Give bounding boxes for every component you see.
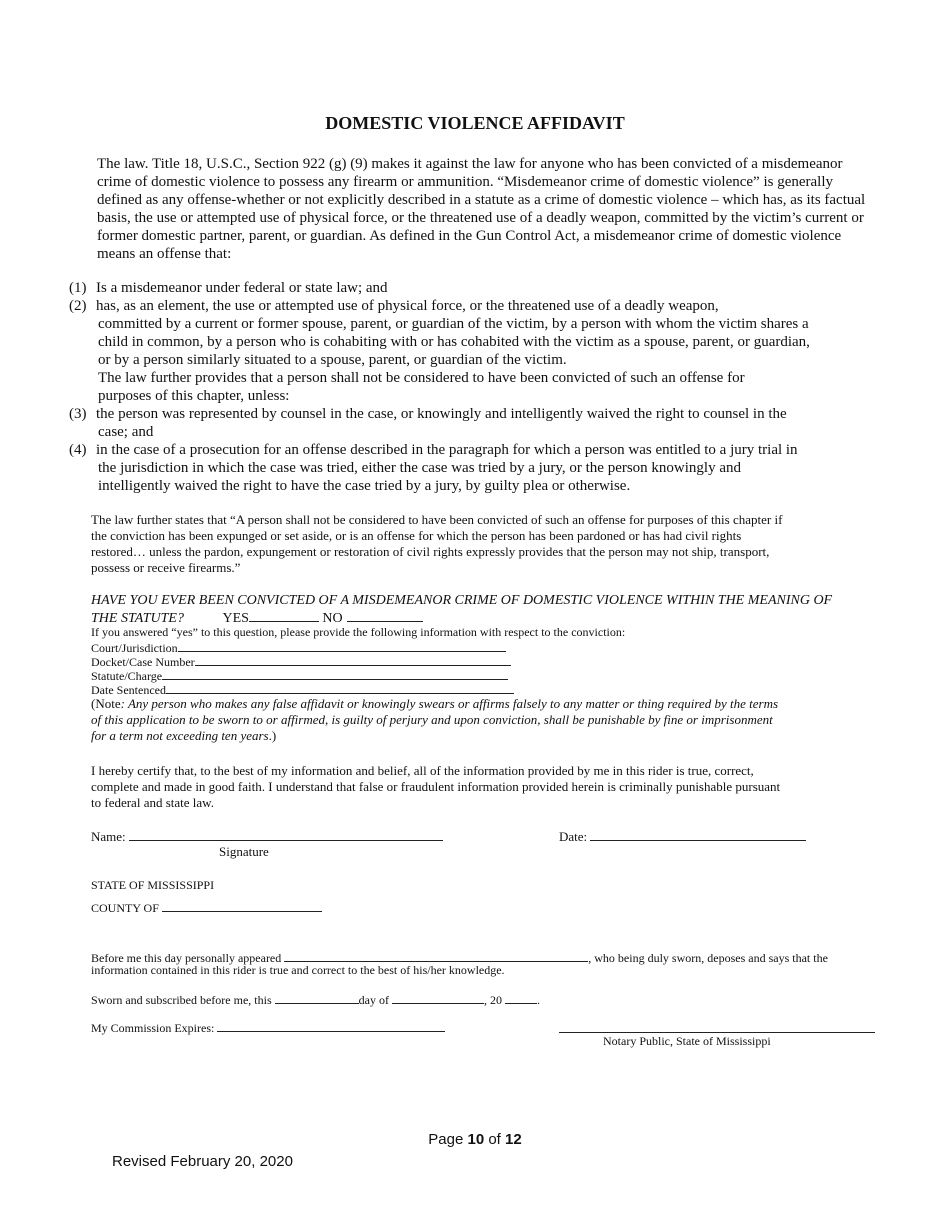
name-label: Name: — [91, 829, 126, 844]
item-text: The law further provides that a person shall not be considered to have been convicted of such an offense for — [98, 370, 745, 386]
docket-label: Docket/Case Number — [91, 655, 195, 669]
no-label: NO — [322, 611, 343, 626]
list-item-4-continuation — [98, 459, 878, 495]
sworn-day-label: day of — [358, 993, 389, 1007]
date-sentenced-label: Date Sentenced — [91, 683, 166, 697]
conviction-question: HAVE YOU EVER BEEN CONVICTED OF A MISDEMEANOR CRIME OF DOMESTIC VIOLENCE WITHIN THE MEANING OF — [91, 593, 833, 608]
page-total: 12 — [505, 1131, 522, 1148]
docket-field[interactable] — [195, 653, 511, 666]
of-word: of — [488, 1131, 501, 1148]
certify-line: I hereby certify that, to the best of my information and belief, all of the information provided by me in this rider is true, correct, — [91, 763, 754, 778]
date-sentenced-row — [91, 681, 591, 697]
county-field[interactable] — [162, 899, 322, 912]
commission-label: My Commission Expires: — [91, 1021, 215, 1035]
intro-line: defined as any offense-whether or not explicitly described in a statute as a crime of domestic violence – which has, as its factual — [97, 192, 866, 208]
name-row — [91, 828, 443, 845]
further-line: restored… unless the pardon, expungement or restoration of civil rights expressly provides that the person may not ship, transport, — [91, 544, 770, 559]
item-text: intelligently waived the right to have the case tried by a jury, by guilty plea or otherwise. — [98, 478, 631, 494]
sworn-row — [91, 991, 791, 1007]
county-label: COUNTY OF — [91, 901, 159, 915]
before-me-text: Before me this day personally appeared — [91, 951, 282, 965]
court-label: Court/Jurisdiction — [91, 641, 178, 655]
item-text: in the case of a prosecution for an offense described in the paragraph for which a person was entitled to a jury trial in — [96, 442, 798, 458]
certification-paragraph — [91, 763, 891, 811]
notary-signature-field[interactable] — [559, 1019, 875, 1033]
date-field[interactable] — [590, 828, 806, 841]
date-row — [559, 828, 806, 845]
signature-field[interactable] — [129, 828, 443, 841]
item-text: case; and — [98, 424, 154, 440]
further-line: the conviction has been expunged or set aside, or is an offense for which the person has been pardoned or has had civil rights — [91, 528, 742, 543]
list-item-1 — [69, 279, 869, 297]
item-text: Is a misdemeanor under federal or state law; and — [96, 280, 388, 296]
before-me-tail: , who being duly sworn, deposes and says that the — [588, 951, 828, 965]
page-number — [0, 1131, 950, 1148]
intro-line: basis, the use or attempted use of physical force, or the threatened use of a deadly weapon, committed by the victim’s current or — [97, 210, 864, 226]
item-text: or by a person similarly situated to a spouse, parent, or guardian of the victim. — [98, 352, 567, 368]
no-answer-field[interactable] — [347, 609, 423, 622]
page-current: 10 — [467, 1131, 485, 1148]
item-text: purposes of this chapter, unless: — [98, 388, 290, 404]
further-line: possess or receive firearms.” — [91, 560, 241, 575]
signature-caption: Signature — [219, 844, 269, 859]
intro-line: crime of domestic violence to possess any firearm or ammunition. “Misdemeanor crime of domestic violence” is generally — [97, 174, 834, 190]
note-text: of this application to be sworn to or affirmed, is guilty of perjury and upon conviction, shall be punishable by fine or imprisonment — [91, 712, 773, 727]
statute-label: Statute/Charge — [91, 669, 163, 683]
further-paragraph — [91, 512, 871, 576]
intro-line: means an offense that: — [97, 246, 232, 262]
certify-line: complete and made in good faith. I understand that false or fraudulent information provided herein is criminally punishable pursuant — [91, 779, 781, 794]
list-item-3-continuation — [98, 423, 878, 441]
perjury-note — [91, 696, 891, 744]
intro-paragraph — [97, 155, 897, 263]
page-word: Page — [428, 1131, 464, 1148]
list-item-2 — [69, 297, 869, 315]
county-row — [91, 899, 322, 915]
item-text: child in common, by a person who is cohabiting with or has cohabited with the victim as a spouse, parent, or guardian, — [98, 334, 810, 350]
date-sentenced-field[interactable] — [166, 681, 514, 694]
note-open: (Note — [91, 696, 121, 711]
item-text: committed by a current or former spouse, parent, or guardian of the victim, by a person with whom the victim shares a — [98, 316, 809, 332]
list-item-3 — [69, 405, 869, 423]
date-label: Date: — [559, 829, 588, 844]
item-number: (4) — [69, 442, 87, 458]
document-title: DOMESTIC VIOLENCE AFFIDAVIT — [325, 113, 625, 133]
note-text: for a term not exceeding ten years — [91, 728, 269, 743]
item-number: (2) — [69, 298, 87, 314]
note-close: .) — [268, 728, 277, 743]
revision-date: Revised February 20, 2020 — [112, 1153, 293, 1170]
statute-field[interactable] — [162, 667, 508, 680]
sworn-end: . — [536, 993, 540, 1007]
sworn-month-field[interactable] — [392, 991, 484, 1004]
item-text: has, as an element, the use or attempted use of physical force, or the threatened use of a deadly weapon, — [96, 298, 719, 314]
list-item-4 — [69, 441, 869, 459]
commission-field[interactable] — [217, 1019, 445, 1032]
certify-line: to federal and state law. — [91, 795, 214, 810]
appearance-line-2: information contained in this rider is true and correct to the best of his/her knowledge. — [91, 963, 505, 977]
further-line: The law further states that “A person shall not be considered to have been convicted of such an offense for purposes of this chapter if — [91, 512, 783, 527]
sworn-year-label: , 20 — [483, 993, 502, 1007]
item-text: the jurisdiction in which the case was tried, either the case was tried by a jury, or the person knowingly and — [98, 460, 742, 476]
list-item-2-continuation — [98, 315, 878, 405]
item-number: (3) — [69, 406, 87, 422]
item-number: (1) — [69, 280, 87, 296]
sworn-year-field[interactable] — [505, 991, 537, 1004]
sworn-prefix: Sworn and subscribed before me, this — [91, 993, 272, 1007]
notary-caption: Notary Public, State of Mississippi — [603, 1034, 771, 1048]
item-text: the person was represented by counsel in the case, or knowingly and intelligently waived the right to counsel in the — [96, 406, 787, 422]
note-text: : Any person who makes any false affidavit or knowingly swears or affirms falsely to any matter or thing required by the terms — [120, 696, 779, 711]
question-continuation: THE STATUTE? — [91, 611, 184, 626]
commission-row — [91, 1019, 445, 1035]
appeared-name-field[interactable] — [284, 949, 588, 962]
intro-line: The law. Title 18, U.S.C., Section 922 (g) (9) makes it against the law for anyone who has been convicted of a misdemeanor — [97, 156, 843, 172]
court-field[interactable] — [178, 639, 506, 652]
yes-label: YES — [222, 611, 249, 626]
if-yes-instruction: If you answered “yes” to this question, please provide the following information with respect to the conviction: — [91, 625, 626, 639]
state-heading: STATE OF MISSISSIPPI — [91, 878, 215, 892]
yes-answer-field[interactable] — [249, 609, 319, 622]
intro-line: former domestic partner, parent, or guardian. As defined in the Gun Control Act, a misdemeanor crime of domestic violence — [97, 228, 842, 244]
sworn-day-field[interactable] — [275, 991, 359, 1004]
